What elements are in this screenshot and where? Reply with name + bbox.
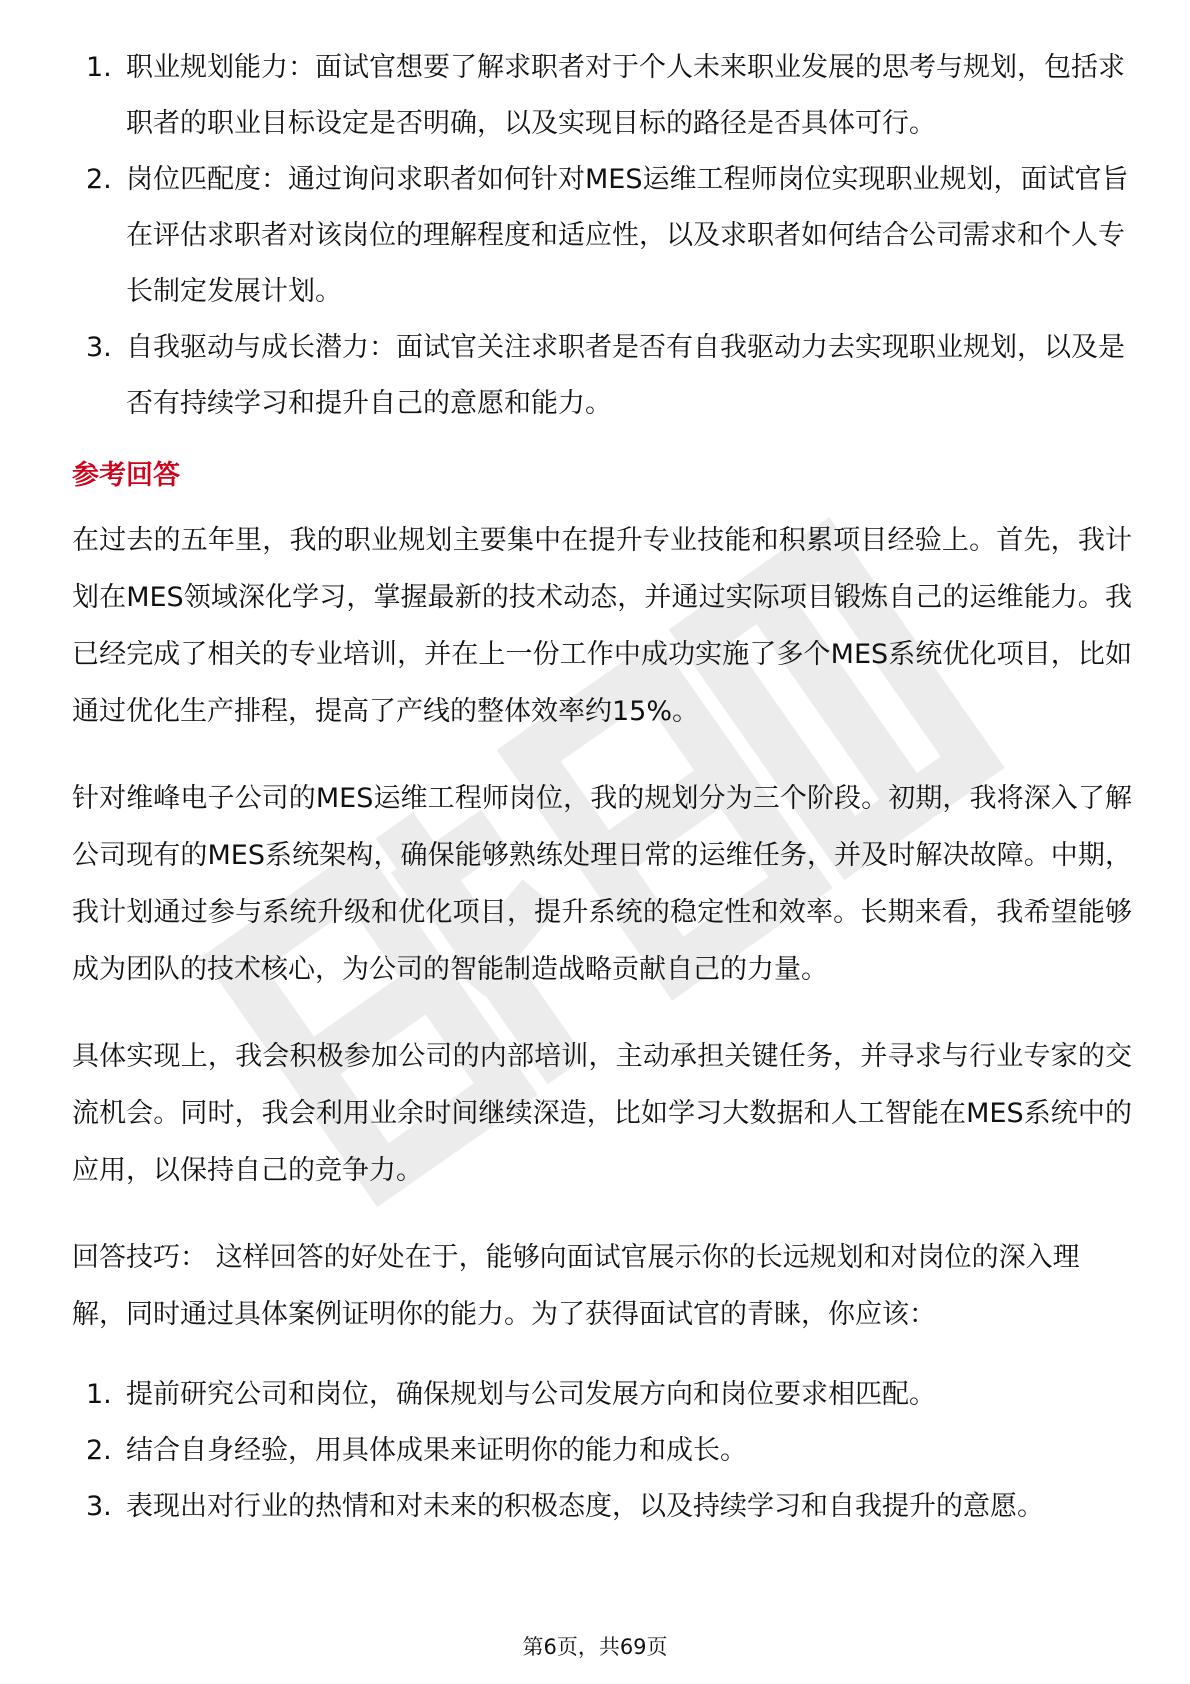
- list-text: 自我驱动与成长潜力：面试官关注求职者是否有自我驱动力去实现职业规划，以及是否有持续学习和提升自己的意愿和能力。: [126, 332, 1125, 419]
- section-heading: 参考回答: [72, 460, 180, 491]
- answer-paragraph: 具体实现上，我会积极参加公司的内部培训，主动承担关键任务，并寻求与行业专家的交流机会。同时，我会利用业余时间继续深造，比如学习大数据和人工智能在MES系统中的应用，以保持自己的竞争力。: [72, 1041, 1132, 1186]
- list-item: [72, 40, 1132, 152]
- tips-list: [72, 1367, 1132, 1535]
- list-item: [72, 320, 1132, 432]
- list-item: [72, 1367, 1132, 1423]
- document-body: [72, 40, 1132, 1535]
- list-number: 2.: [86, 164, 112, 195]
- list-text: 表现出对行业的热情和对未来的积极态度，以及持续学习和自我提升的意愿。: [126, 1491, 1044, 1522]
- list-text: 职业规划能力：面试官想要了解求职者对于个人未来职业发展的思考与规划，包括求职者的职业目标设定是否明确，以及实现目标的路径是否具体可行。: [126, 52, 1125, 139]
- list-number: 3.: [86, 1491, 112, 1522]
- list-text: 结合自身经验，用具体成果来证明你的能力和成长。: [126, 1435, 747, 1466]
- list-item: [72, 1423, 1132, 1479]
- list-item: [72, 152, 1132, 320]
- list-number: 2.: [86, 1435, 112, 1466]
- list-item: [72, 1479, 1132, 1535]
- list-number: 1.: [86, 1379, 112, 1410]
- list-number: 1.: [86, 52, 112, 83]
- list-text: 岗位匹配度：通过询问求职者如何针对MES运维工程师岗位实现职业规划，面试官旨在评估求职者对该岗位的理解程度和适应性，以及求职者如何结合公司需求和个人专长制定发展计划。: [126, 164, 1129, 307]
- page-number-footer: 第6页，共69页: [522, 1635, 668, 1659]
- list-text: 提前研究公司和岗位，确保规划与公司发展方向和岗位要求相匹配。: [126, 1379, 936, 1410]
- interview-focus-list: [72, 40, 1132, 432]
- tips-intro: 回答技巧： 这样回答的好处在于，能够向面试官展示你的长远规划和对岗位的深入理解，同时通过具体案例证明你的能力。为了获得面试官的青睐，你应该：: [72, 1242, 1080, 1330]
- answer-paragraph: 针对维峰电子公司的MES运维工程师岗位，我的规划分为三个阶段。初期，我将深入了解公司现有的MES系统架构，确保能够熟练处理日常的运维任务，并及时解决故障。中期，我计划通过参与系统升级和优化项目，提升系统的稳定性和效率。长期来看，我希望能够成为团队的技术核心，为公司的智能制造战略贡献自己的力量。: [72, 783, 1132, 985]
- answer-paragraph: 在过去的五年里，我的职业规划主要集中在提升专业技能和积累项目经验上。首先，我计划在MES领域深化学习，掌握最新的技术动态，并通过实际项目锻炼自己的运维能力。我已经完成了相关的专业培训，并在上一份工作中成功实施了多个MES系统优化项目，比如通过优化生产排程，提高了产线的整体效率约15%。: [72, 525, 1132, 727]
- list-number: 3.: [86, 332, 112, 363]
